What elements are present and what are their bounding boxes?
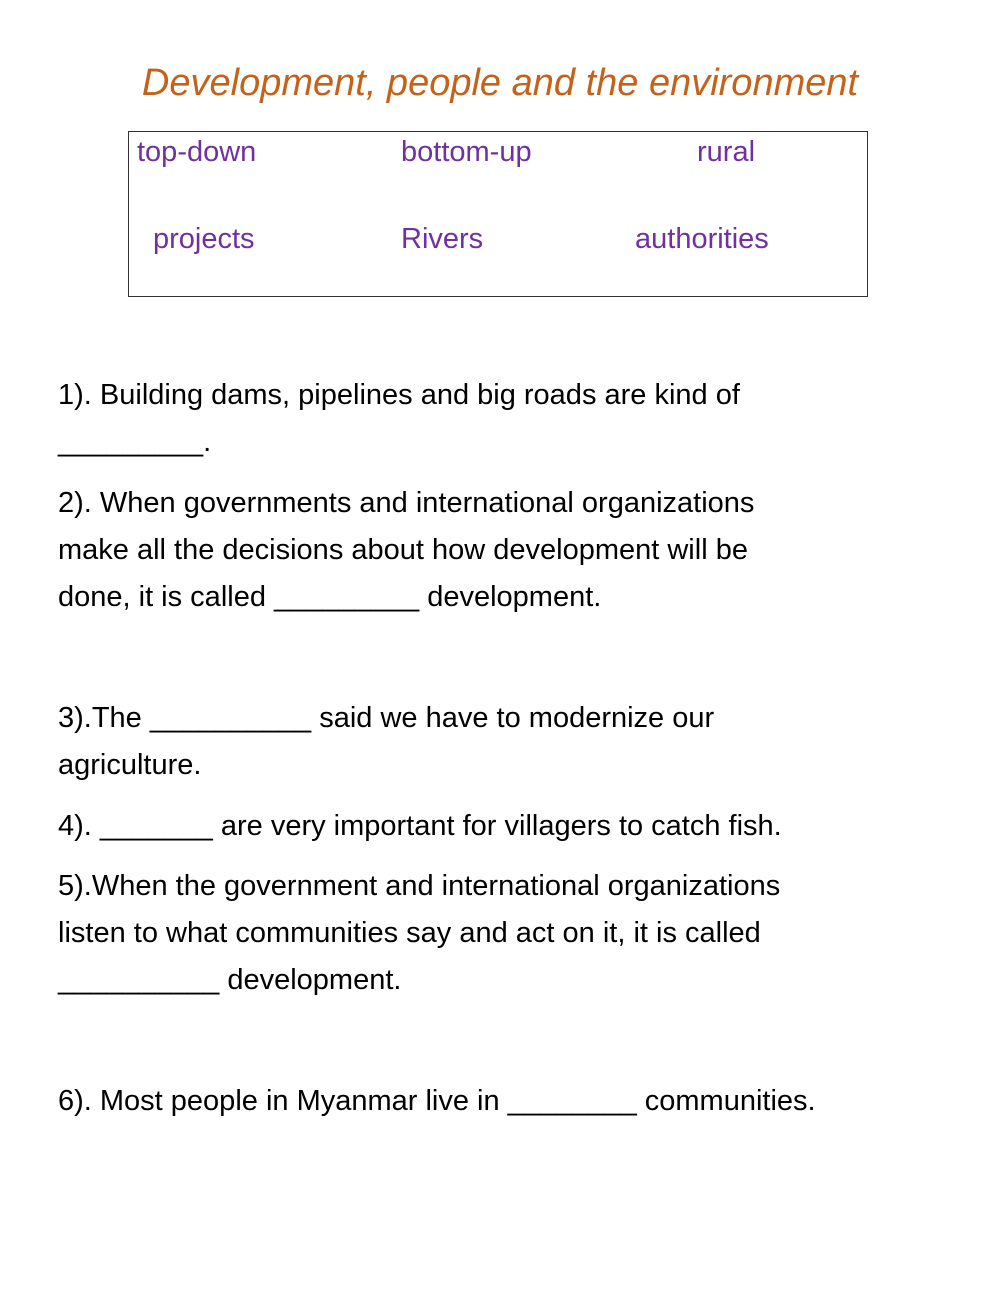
question-3 — [58, 695, 958, 789]
word-bank-word: bottom-up — [401, 136, 532, 168]
question-line: 6). Most people in Myanmar live in ________ communities. — [58, 1085, 816, 1117]
question-line: _________. — [58, 426, 212, 458]
question-line: 2). When governments and international organizations — [58, 487, 755, 519]
question-line: agriculture. — [58, 749, 202, 781]
question-4 — [58, 803, 958, 850]
question-line: __________ development. — [58, 964, 402, 996]
question-line: 5).When the government and international organizations — [58, 870, 781, 902]
word-bank-word: top-down — [137, 136, 257, 168]
question-line: listen to what communities say and act on it, it is called — [58, 917, 761, 949]
word-bank-word: Rivers — [401, 223, 484, 255]
question-line: 3).The __________ said we have to modernize our — [58, 702, 715, 734]
question-line: 1). Building dams, pipelines and big roads are kind of — [58, 379, 740, 411]
question-line: done, it is called _________ development. — [58, 581, 602, 613]
worksheet-title: Development, people and the environment — [141, 62, 859, 104]
question-6 — [58, 1078, 958, 1125]
word-bank-word: projects — [153, 223, 255, 255]
question-5 — [58, 863, 958, 1004]
question-2 — [58, 480, 958, 621]
question-line: make all the decisions about how development will be — [58, 534, 748, 566]
word-bank-box — [128, 131, 868, 297]
question-1 — [58, 372, 958, 466]
question-line: 4). _______ are very important for villagers to catch fish. — [58, 810, 782, 842]
word-bank-word: rural — [697, 136, 756, 168]
word-bank-word: authorities — [635, 223, 769, 255]
